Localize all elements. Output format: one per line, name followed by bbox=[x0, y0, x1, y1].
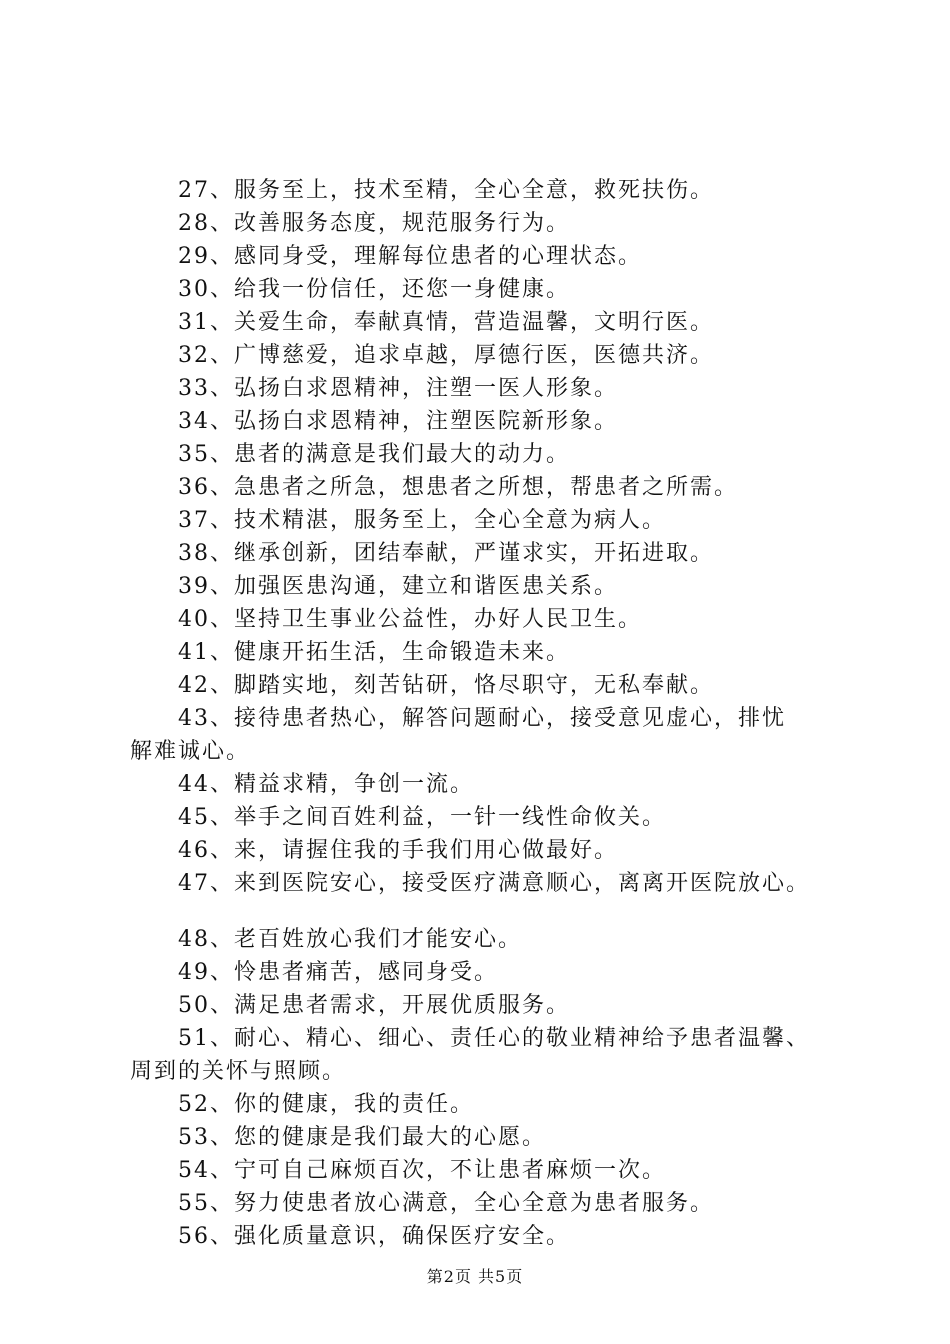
slogan-line: 42、脚踏实地，刻苦钻研，恪尽职守，无私奉献。 bbox=[178, 673, 714, 698]
page-footer: 第2页 共5页 bbox=[426, 1267, 524, 1286]
slogan-line: 48、老百姓放心我们才能安心。 bbox=[178, 927, 522, 952]
slogan-line-continuation: 解难诚心。 bbox=[130, 739, 251, 764]
slogan-line: 43、接待患者热心，解答问题耐心，接受意见虚心，排忧 bbox=[178, 706, 786, 731]
slogan-line: 38、继承创新，团结奉献，严谨求实，开拓进取。 bbox=[178, 541, 714, 566]
slogan-line: 41、健康开拓生活，生命锻造未来。 bbox=[178, 640, 570, 665]
slogan-line: 35、患者的满意是我们最大的动力。 bbox=[178, 442, 570, 467]
slogan-line: 30、给我一份信任，还您一身健康。 bbox=[178, 277, 570, 302]
slogan-line: 45、举手之间百姓利益，一针一线性命攸关。 bbox=[178, 805, 666, 830]
slogan-line: 51、耐心、精心、细心、责任心的敬业精神给予患者温馨、 bbox=[178, 1026, 810, 1051]
slogan-line: 33、弘扬白求恩精神，注塑一医人形象。 bbox=[178, 376, 618, 401]
slogan-line: 29、感同身受，理解每位患者的心理状态。 bbox=[178, 244, 642, 269]
slogan-line: 37、技术精湛，服务至上，全心全意为病人。 bbox=[178, 508, 666, 533]
slogan-line-continuation: 周到的关怀与照顾。 bbox=[130, 1059, 347, 1084]
slogan-line: 50、满足患者需求，开展优质服务。 bbox=[178, 993, 570, 1018]
slogan-line: 49、怜患者痛苦，感同身受。 bbox=[178, 960, 498, 985]
slogan-line: 36、急患者之所急，想患者之所想，帮患者之所需。 bbox=[178, 475, 738, 500]
slogan-line: 52、你的健康，我的责任。 bbox=[178, 1092, 474, 1117]
slogan-line: 47、来到医院安心，接受医疗满意顺心，离离开医院放心。 bbox=[178, 871, 810, 896]
slogan-line: 32、广博慈爱，追求卓越，厚德行医，医德共济。 bbox=[178, 343, 714, 368]
slogan-line: 39、加强医患沟通，建立和谐医患关系。 bbox=[178, 574, 618, 599]
slogan-line: 54、宁可自己麻烦百次，不让患者麻烦一次。 bbox=[178, 1158, 666, 1183]
slogan-line: 40、坚持卫生事业公益性，办好人民卫生。 bbox=[178, 607, 642, 632]
slogan-line: 46、来，请握住我的手我们用心做最好。 bbox=[178, 838, 618, 863]
slogan-line: 56、强化质量意识，确保医疗安全。 bbox=[178, 1224, 570, 1249]
slogan-line: 44、精益求精，争创一流。 bbox=[178, 772, 474, 797]
slogan-line: 34、弘扬白求恩精神，注塑医院新形象。 bbox=[178, 409, 618, 434]
slogan-line: 31、关爱生命，奉献真情，营造温馨，文明行医。 bbox=[178, 310, 714, 335]
slogan-line: 53、您的健康是我们最大的心愿。 bbox=[178, 1125, 546, 1150]
slogan-line: 27、服务至上，技术至精，全心全意，救死扶伤。 bbox=[178, 178, 714, 203]
slogan-line: 55、努力使患者放心满意，全心全意为患者服务。 bbox=[178, 1191, 714, 1216]
slogan-line: 28、改善服务态度，规范服务行为。 bbox=[178, 211, 570, 236]
